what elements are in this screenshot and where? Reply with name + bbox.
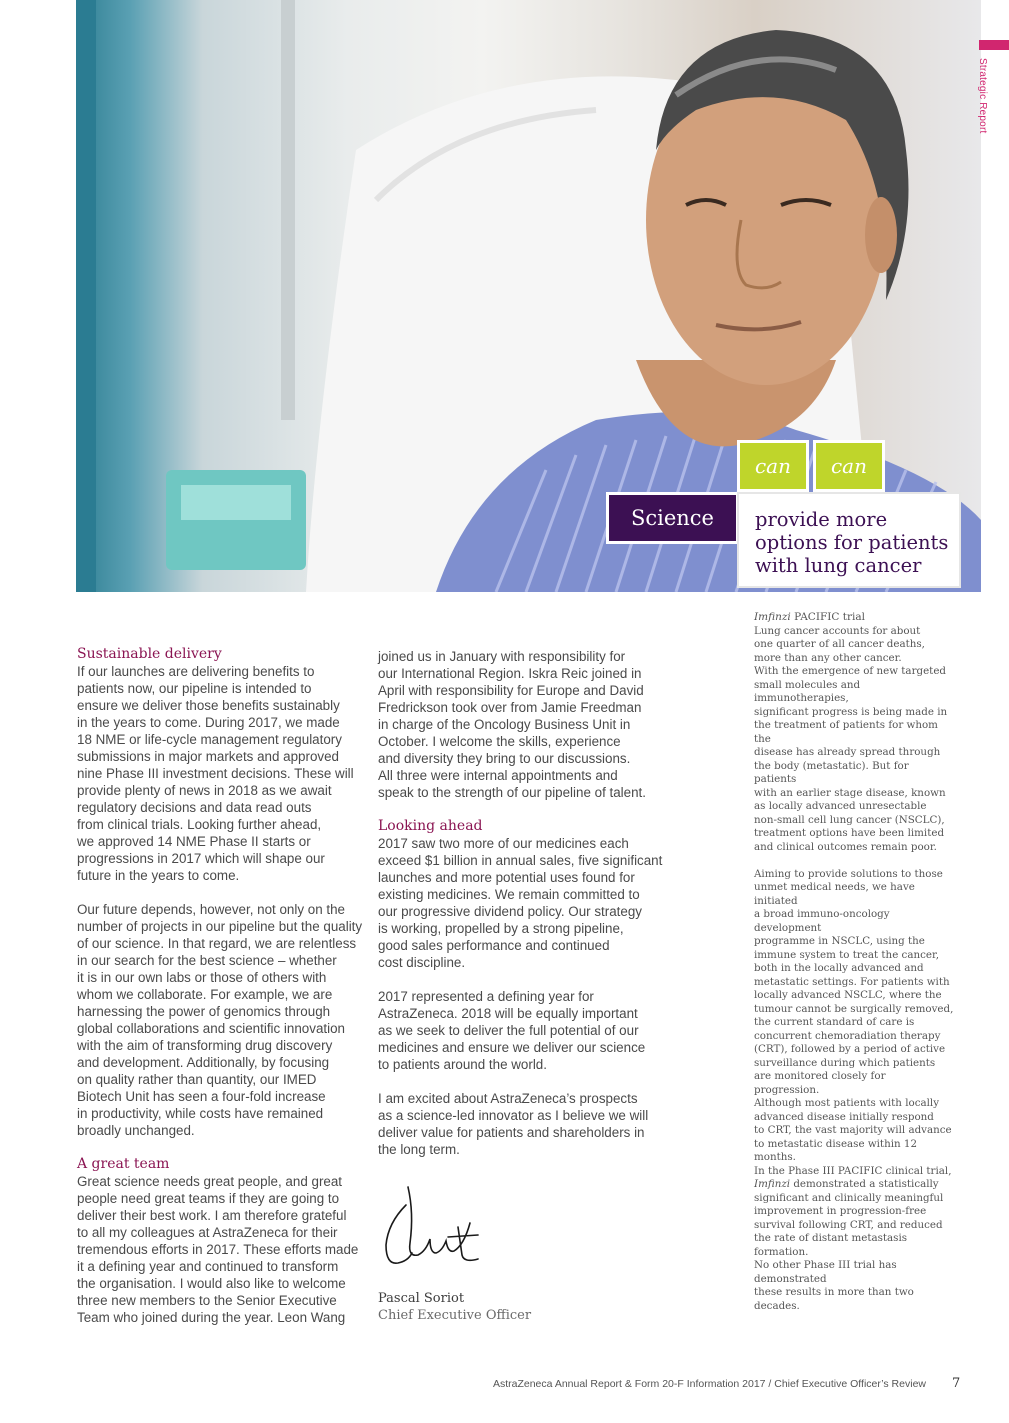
heading-looking-ahead: Looking ahead bbox=[378, 818, 483, 834]
paragraph: If our launches are delivering benefits to patients now, our pipeline is intended to ensure we deliver those benefits sustainably in the years to come. During 2017, we made 18 NME or life-cycle management regulatory submissions in major markets and approved nine Phase III investment decisions. These will provide plenty of news in 2018 as we await regulatory decisions and data read outs from clinical trials. Looking further ahead, we approved 14 NME Phase II starts or progressions in 2017 which will shape our future in the years to come. bbox=[77, 664, 354, 883]
column-2 bbox=[378, 648, 668, 1158]
sidebar-paragraph: Lung cancer accounts for about one quarter of all cancer deaths, more than any other cancer. With the emergence of new targeted small molecules and immunotherapies, significant progress is being made in the treatment of patients for whom the disease has already spread through the body (metastatic). But for patients with an earlier stage disease, known as locally advanced unresectable non-small cell lung cancer (NSCLC), treatment options have been limited and clinical outcomes remain poor. bbox=[754, 624, 948, 853]
paragraph: I am excited about AstraZeneca’s prospects as a science-led innovator as I believe we will deliver value for patients and shareholders in the long term. bbox=[378, 1091, 649, 1157]
signatory-name: Pascal Soriot bbox=[378, 1291, 465, 1306]
page-footer: AstraZeneca Annual Report & Form 20-F Information 2017 / Chief Executive Officer’s Review bbox=[492, 1378, 926, 1390]
page-number: 7 bbox=[952, 1376, 961, 1391]
sidebar-pacific-trial bbox=[754, 611, 954, 1313]
heading-sustainable-delivery: Sustainable delivery bbox=[77, 646, 222, 662]
paragraph: 2017 saw two more of our medicines each exceed $1 billion in annual sales, five significant launches and more potential uses found for existing medicines. We remain committed to our progressive dividend policy. Our strategy is working, propelled by a strong pipeline, good sales performance and continued cost discipline. bbox=[378, 836, 663, 970]
section-label: Strategic Report bbox=[977, 58, 988, 134]
paragraph: 2017 represented a defining year for AstraZeneca. 2018 will be equally important as we seek to deliver the full potential of our medicines and ensure we deliver our science to patients around the world. bbox=[378, 989, 646, 1072]
column-1 bbox=[77, 646, 367, 1326]
heading-great-team: A great team bbox=[77, 1156, 170, 1172]
signature bbox=[378, 1183, 488, 1273]
tag-can-overlay: can bbox=[737, 440, 809, 492]
signatory-title: Chief Executive Officer bbox=[378, 1308, 532, 1323]
paragraph: joined us in January with responsibility for our International Region. Iskra Reic joined in April with responsibility for Europe and David Fredrickson took over from Jamie Freedman in charge of the Oncology Business Unit in October. I welcome the skills, experience and diversity they bring to our discussions. All three were internal appointments and speak to the strength of our pipeline of talent. bbox=[378, 649, 646, 800]
paragraph: Our future depends, however, not only on the number of projects in our pipeline but the quality of our science. In that regard, we are relentless in our search for the best science – whether it is in our own labs or those of others with whom we collaborate. For example, we are harnessing the power of genomics through global collaborations and scientific innovation with the aim of transforming drug discovery and development. Additionally, by focusing on quality rather than quantity, our IMED Biotech Unit has seen a four-fold increase in productivity, while costs have remained broadly unchanged. bbox=[77, 902, 363, 1138]
sidebar-title: Imfinzi PACIFIC trial bbox=[754, 611, 865, 623]
sidebar-paragraph: Aiming to provide solutions to those unmet medical needs, we have initiated a broad immuno-oncology development programme in NSCLC, using the immune system to treat the cancer, both in the locally advanced and metastatic settings. For patients with locally advanced NSCLC, where the tumour cannot be surgically removed, the current standard of care is concurrent chemoradiation therapy (CRT), followed by a period of active surveillance during which patients are monitored closely for progression. Although most patients with locally advanced disease initially respond to CRT, the vast majority will advance to metastatic disease within 12 months. In the Phase III PACIFIC clinical trial, Imfinzi demonstrated a statistically significant and clinically meaningful improvement in progression-free survival following CRT, and reduced the rate of distant metastasis formation. No other Phase III trial has demonstrated these results in more than two decades. bbox=[754, 867, 954, 1312]
hero-headline: provide more options for patients with lung cancer bbox=[737, 492, 961, 588]
paragraph: Great science needs great people, and great people need great teams if they are going to deliver their best work. I am therefore grateful to all my colleagues at AstraZeneca for their tremendous efforts in 2017. These efforts made it a defining year and continued to transform the organisation. I would also like to welcome three new members to the Senior Executive Team who joined during the year. Leon Wang bbox=[77, 1174, 359, 1325]
tag-can: can bbox=[813, 440, 885, 492]
iv-pole bbox=[281, 0, 295, 420]
tag-science: Science bbox=[606, 492, 739, 544]
section-tab bbox=[979, 40, 1009, 50]
ear bbox=[865, 197, 897, 273]
curtain bbox=[76, 0, 96, 592]
